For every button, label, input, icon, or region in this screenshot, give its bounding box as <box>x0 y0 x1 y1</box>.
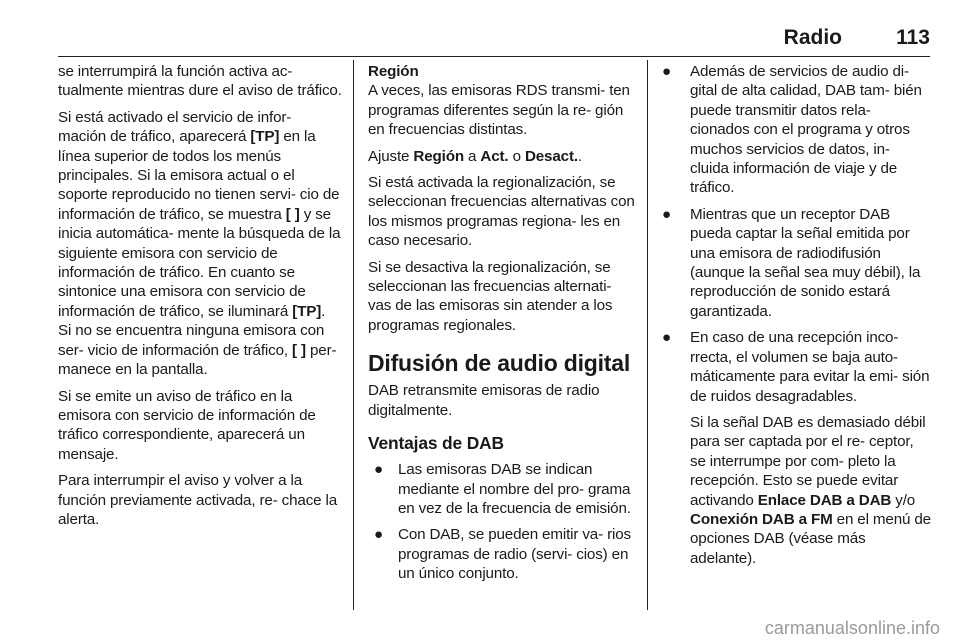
paragraph: Si está activada la regionalización, se seleccionan frecuencias alternativas con los mismos programas regiona- les en caso necesario. <box>368 174 635 250</box>
column-3 <box>662 62 932 575</box>
bullet-icon: ● <box>662 205 672 223</box>
bullet-list <box>662 62 932 406</box>
bullet-icon: ● <box>662 63 672 80</box>
bullet-icon: ● <box>374 461 384 479</box>
column-2 <box>368 62 636 591</box>
paragraph: se interrumpirá la función activa ac- tualmente mientras dure el aviso de tráfico. <box>58 63 342 100</box>
section-heading-dab: Difusión de audio digital <box>368 350 631 377</box>
list-item: ● En caso de una recepción inco- rrecta, el volumen se baja auto- máticamente para evitar la emi- sión de ruidos desagradables. <box>662 329 930 405</box>
column-1 <box>58 62 342 536</box>
page-header <box>58 24 930 54</box>
subheading-region: Región <box>368 63 419 80</box>
list-item: ● Además de servicios de audio di- gital de alta calidad, DAB tam- bién puede transmitir datos rela- cionados con el programa y otros muchos servicios de datos, in- cluida información de viaje y de tráfico. <box>662 63 922 197</box>
paragraph: DAB retransmite emisoras de radio digitalmente. <box>368 382 600 419</box>
paragraph: Ajuste Región a Act. o Desact.. <box>368 147 582 165</box>
bullet-list <box>368 460 636 583</box>
paragraph: Para interrumpir el aviso y volver a la función previamente activada, re- chace la alerta. <box>58 472 338 528</box>
list-item: ● Las emisoras DAB se indican mediante el nombre del pro- grama en vez de la frecuencia de emisión. <box>374 461 631 517</box>
subsection-heading-advantages: Ventajas de DAB <box>368 433 504 454</box>
bullet-icon: ● <box>374 526 384 544</box>
list-item: ● Mientras que un receptor DAB pueda captar la señal emitida por una emisora de radiodifusión (aunque la señal sea muy débil), la reproducción de sonido estará garantizada. <box>662 205 921 320</box>
watermark: carmanualsonline.info <box>764 618 940 638</box>
column-divider-1 <box>353 60 354 610</box>
paragraph: Si se emite un aviso de tráfico en la emisora con servicio de información de tráfico correspondiente, aparecerá un mensaje. <box>58 387 316 463</box>
paragraph: Si se desactiva la regionalización, se seleccionan las frecuencias alternati- vas de las emisoras sin atender a los programas regionales. <box>368 258 613 334</box>
paragraph: A veces, las emisoras RDS transmi- ten programas diferentes según la re- gión en frecuencias distintas. <box>368 82 630 139</box>
page-number: 113 <box>896 26 930 49</box>
section-title: Radio <box>783 26 842 49</box>
header-rule <box>58 56 930 57</box>
list-item: ● Con DAB, se pueden emitir va- rios programas de radio (servi- cios) en un único conjunto. <box>374 526 631 583</box>
bullet-icon: ● <box>662 329 672 347</box>
paragraph: Si está activado el servicio de infor- mación de tráfico, aparecerá [TP] en la línea superior de todos los menús principales. Si la emisora actual o el soporte reproducido no tienen servi- cio de información de tráfico, se muestra [ ] y se inicia automática- mente la búsqueda de la siguiente emisora con servicio de información de tráfico. En cuanto se sintonice una emisora con servicio de información de tráfico, se iluminará [TP]. Si no se encuentra ninguna emisora con ser- vicio de información de tráfico, [ ] per- manece en la pantalla. <box>58 108 341 379</box>
indented-paragraph: Si la señal DAB es demasiado débil para ser captada por el re- ceptor, se interrumpe por com- pleto la recepción. Esto se puede evitar activando Enlace DAB a DAB y/o Conexión DAB a FM en el menú de opciones DAB (véase más adelante). <box>690 413 931 567</box>
column-divider-2 <box>647 60 648 610</box>
